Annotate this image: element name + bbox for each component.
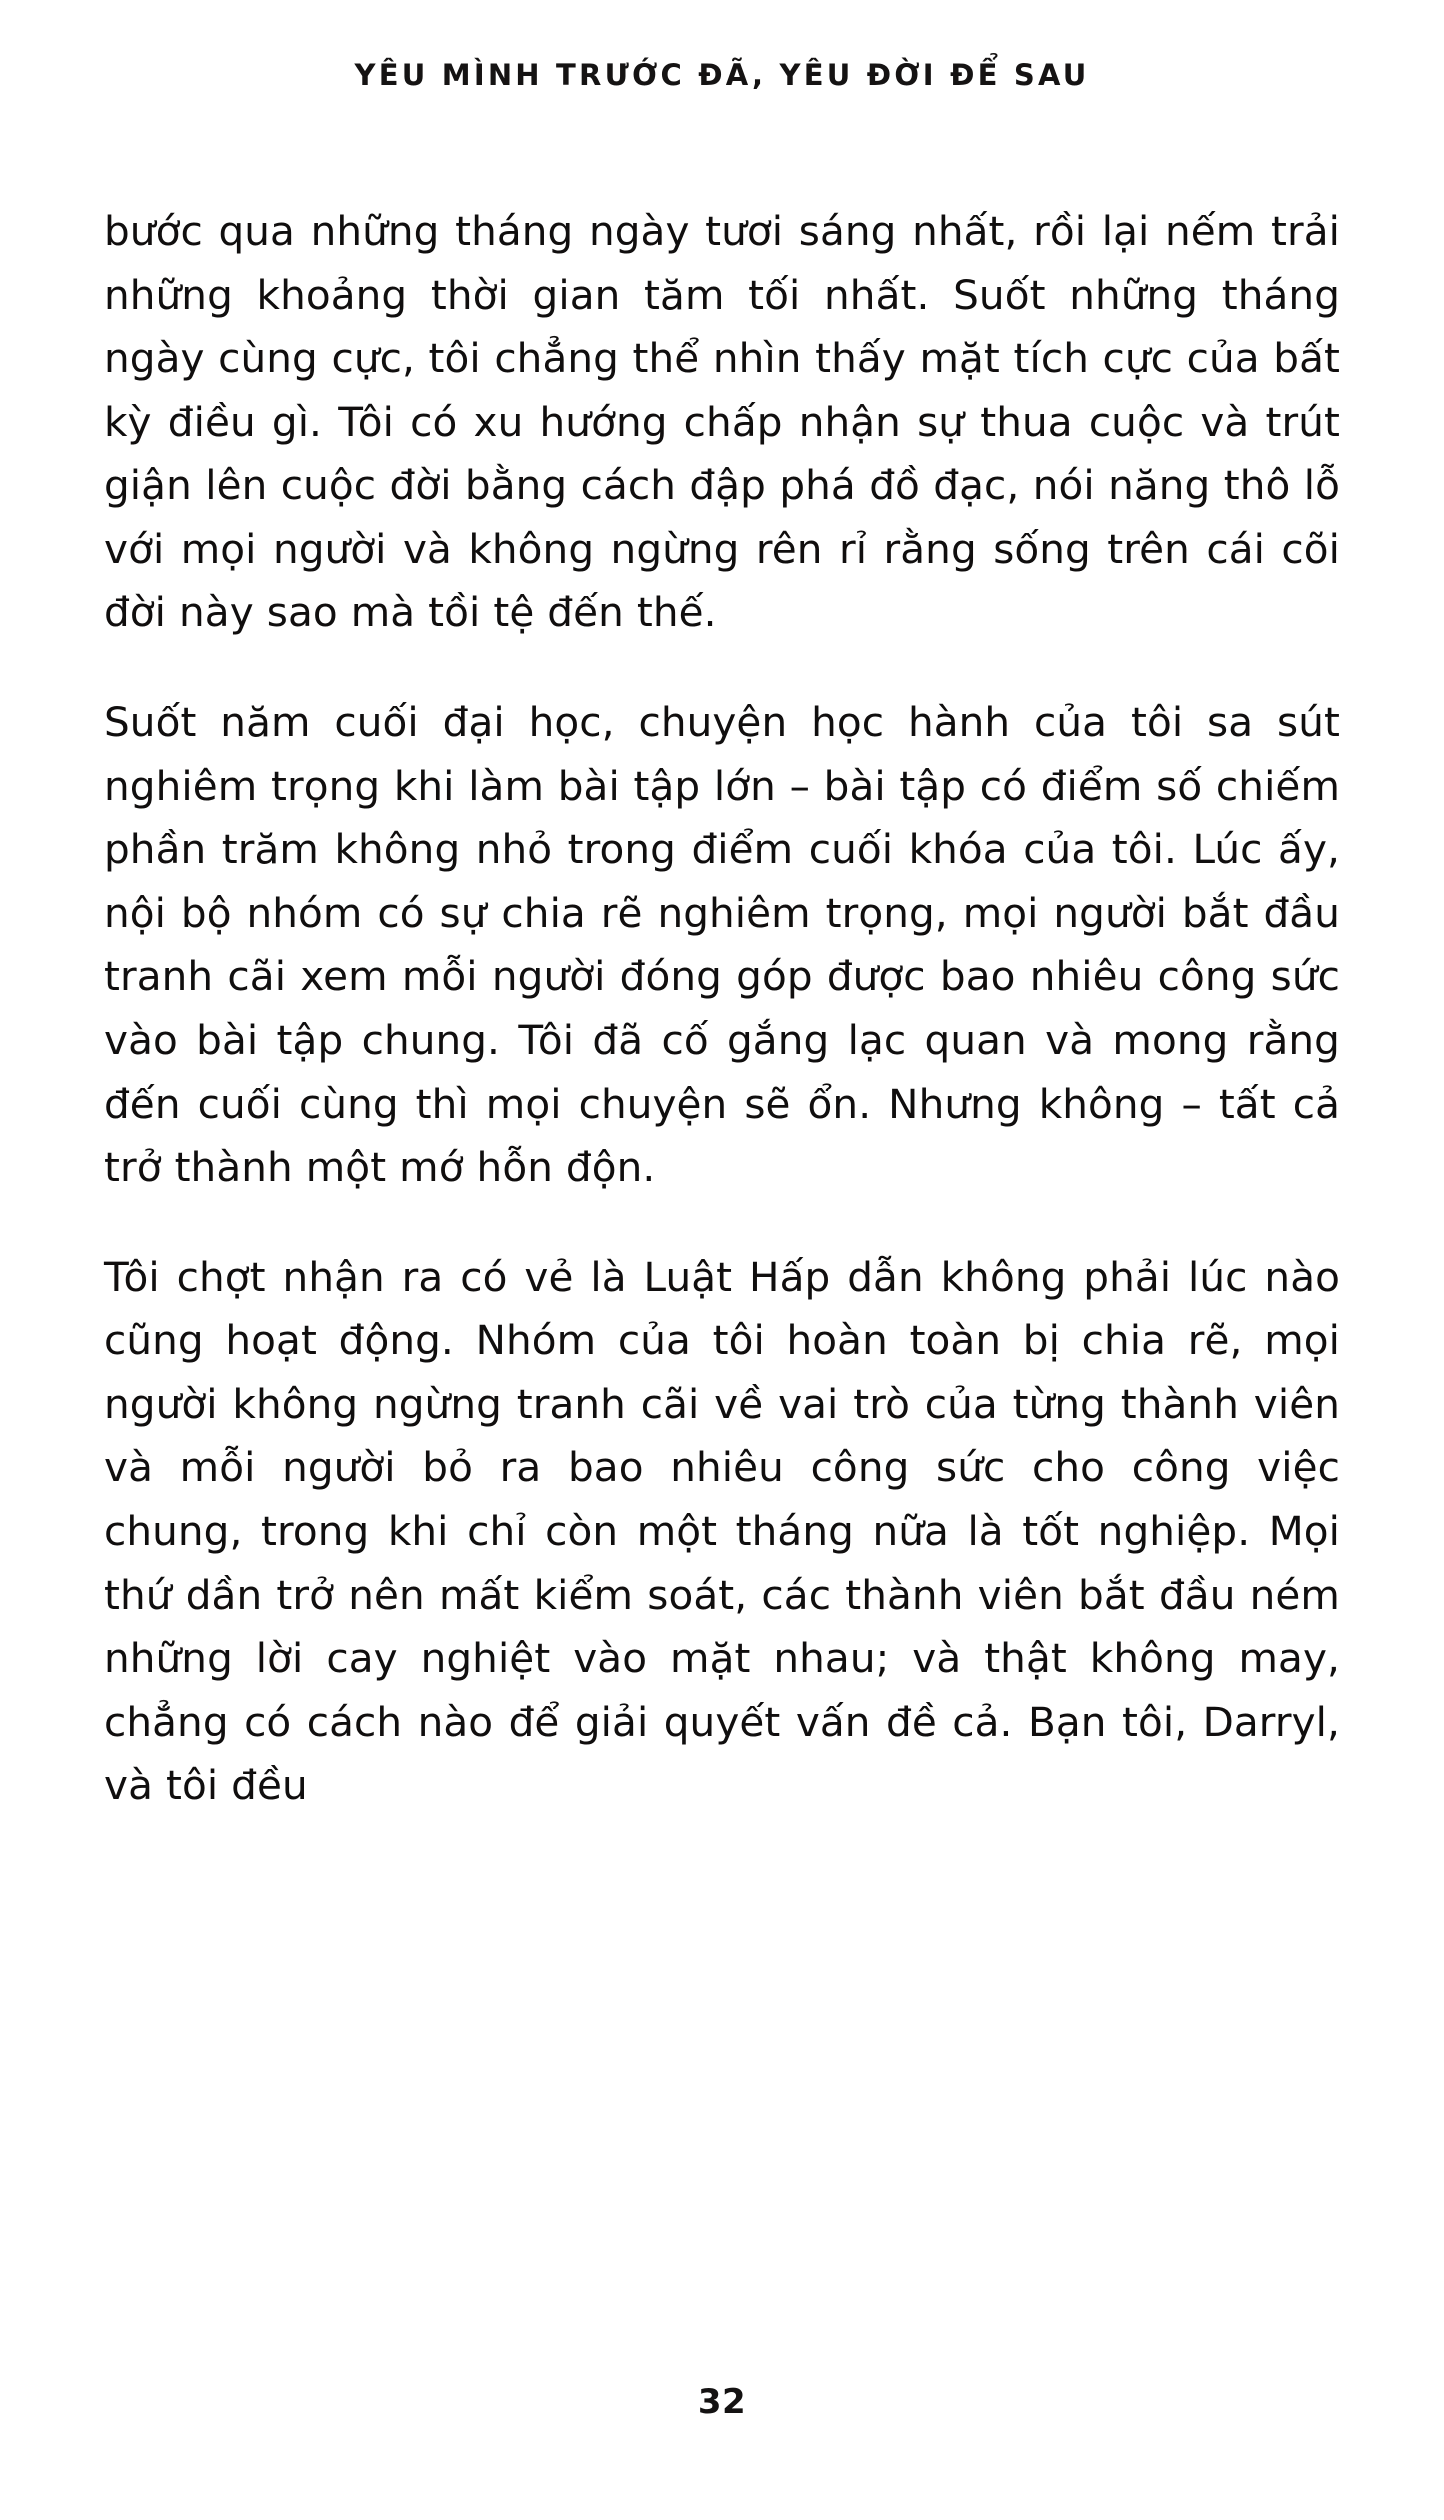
paragraph: Suốt năm cuối đại học, chuyện học hành của tôi sa sút nghiêm trọng khi làm bài tập lớn – bài tập có điểm số chiếm phần trăm không nhỏ trong điểm cuối khóa của tôi. Lúc ấy, nội bộ nhóm có sự chia rẽ nghiêm trọng, mọi người bắt đầu tranh cãi xem mỗi người đóng góp được bao nhiêu công sức vào bài tập chung. Tôi đã cố gắng lạc quan và mong rằng đến cuối cùng thì mọi chuyện sẽ ổn. Nhưng không – tất cả trở thành một mớ hỗn độn.: [104, 698, 1340, 1192]
paragraph: Tôi chợt nhận ra có vẻ là Luật Hấp dẫn không phải lúc nào cũng hoạt động. Nhóm của tôi hoàn toàn bị chia rẽ, mọi người không ngừng tranh cãi về vai trò của từng thành viên và mỗi người bỏ ra bao nhiêu công sức cho công việc chung, trong khi chỉ còn một tháng nữa là tốt nghiệp. Mọi thứ dần trở nên mất kiểm soát, các thành viên bắt đầu ném những lời cay nghiệt vào mặt nhau; và thật không may, chẳng có cách nào để giải quyết vấn đề cả. Bạn tôi, Darryl, và tôi đều: [104, 1252, 1340, 1810]
paragraph: bước qua những tháng ngày tươi sáng nhất, rồi lại nếm trải những khoảng thời gian tăm tối nhất. Suốt những tháng ngày cùng cực, tôi chẳng thể nhìn thấy mặt tích cực của bất kỳ điều gì. Tôi có xu hướng chấp nhận sự thua cuộc và trút giận lên cuộc đời bằng cách đập phá đồ đạc, nói năng thô lỗ với mọi người và không ngừng rên rỉ rằng sống trên cái cõi đời này sao mà tồi tệ đến thế.: [104, 207, 1340, 637]
running-header: YÊU MÌNH TRƯỚC ĐÃ, YÊU ĐỜI ĐỂ SAU: [354, 58, 1090, 92]
page-number: 32: [697, 2382, 747, 2422]
body-text: [104, 200, 1340, 1818]
